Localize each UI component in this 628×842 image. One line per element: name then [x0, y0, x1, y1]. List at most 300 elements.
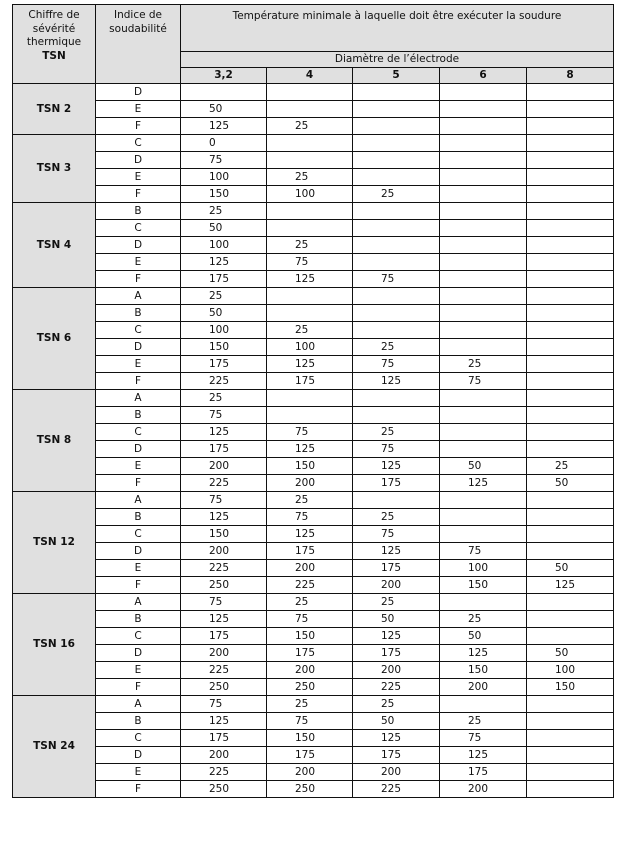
weldability-index: A — [96, 594, 181, 611]
temperature-cell — [527, 492, 614, 509]
temperature-cell: 200 — [267, 662, 353, 679]
temperature-cell — [527, 407, 614, 424]
temperature-cell: 25 — [181, 288, 267, 305]
weldability-index: B — [96, 305, 181, 322]
temperature-cell: 100 — [267, 186, 353, 203]
temperature-cell — [527, 203, 614, 220]
temperature-cell: 25 — [353, 424, 440, 441]
temperature-cell — [353, 220, 440, 237]
temperature-cell: 75 — [353, 271, 440, 288]
temperature-cell: 150 — [267, 458, 353, 475]
temperature-cell: 25 — [181, 203, 267, 220]
weldability-index: B — [96, 203, 181, 220]
temperature-cell — [440, 492, 527, 509]
header-diameter: 6 — [440, 68, 527, 84]
table-row — [13, 339, 614, 356]
temperature-cell — [527, 526, 614, 543]
temperature-cell: 100 — [181, 237, 267, 254]
weldability-index: E — [96, 458, 181, 475]
temperature-cell — [353, 288, 440, 305]
temperature-cell: 75 — [267, 611, 353, 628]
temperature-cell: 175 — [181, 356, 267, 373]
weldability-index: E — [96, 764, 181, 781]
weldability-index: C — [96, 526, 181, 543]
temperature-cell: 225 — [181, 475, 267, 492]
temperature-cell: 200 — [181, 747, 267, 764]
temperature-cell — [527, 509, 614, 526]
temperature-cell — [440, 390, 527, 407]
temperature-cell: 175 — [267, 373, 353, 390]
temperature-cell — [440, 696, 527, 713]
weldability-index: A — [96, 696, 181, 713]
table-row — [13, 203, 614, 220]
table-row — [13, 254, 614, 271]
temperature-cell: 150 — [181, 339, 267, 356]
temperature-cell: 200 — [267, 475, 353, 492]
header-index-cell — [96, 5, 181, 84]
weldability-index: F — [96, 475, 181, 492]
temperature-cell — [440, 594, 527, 611]
temperature-cell: 175 — [353, 747, 440, 764]
temperature-cell: 125 — [181, 118, 267, 135]
temperature-cell — [440, 407, 527, 424]
temperature-cell: 50 — [527, 475, 614, 492]
temperature-cell: 175 — [353, 560, 440, 577]
temperature-cell — [267, 84, 353, 101]
temperature-cell: 25 — [353, 339, 440, 356]
temperature-cell — [527, 322, 614, 339]
temperature-cell: 125 — [440, 645, 527, 662]
temperature-cell — [527, 713, 614, 730]
header-main-title: Température minimale à laquelle doit être exécuter la soudure — [181, 5, 614, 52]
temperature-cell: 175 — [181, 441, 267, 458]
table-row — [13, 764, 614, 781]
temperature-cell: 225 — [353, 781, 440, 798]
temperature-cell — [267, 152, 353, 169]
weldability-index: B — [96, 611, 181, 628]
weldability-index: B — [96, 407, 181, 424]
table-header — [13, 5, 614, 84]
temperature-cell: 150 — [527, 679, 614, 696]
welding-temperature-table — [12, 4, 614, 798]
temperature-cell: 200 — [267, 764, 353, 781]
temperature-cell: 50 — [181, 101, 267, 118]
weldability-index: A — [96, 288, 181, 305]
temperature-cell — [527, 424, 614, 441]
temperature-cell: 25 — [267, 322, 353, 339]
temperature-cell — [527, 373, 614, 390]
table-row — [13, 84, 614, 101]
temperature-cell: 200 — [353, 577, 440, 594]
temperature-cell: 100 — [181, 169, 267, 186]
table-row — [13, 390, 614, 407]
temperature-cell: 25 — [353, 594, 440, 611]
tsn-group-label: TSN 2 — [13, 84, 96, 135]
weldability-index: F — [96, 577, 181, 594]
tsn-group-label: TSN 4 — [13, 203, 96, 288]
temperature-cell — [527, 543, 614, 560]
tsn-group-label: TSN 8 — [13, 390, 96, 492]
temperature-cell — [440, 84, 527, 101]
temperature-cell: 100 — [181, 322, 267, 339]
table-row — [13, 237, 614, 254]
temperature-cell: 175 — [181, 628, 267, 645]
tsn-group-label: TSN 24 — [13, 696, 96, 798]
temperature-cell — [440, 271, 527, 288]
weldability-index: D — [96, 339, 181, 356]
weldability-index: C — [96, 730, 181, 747]
document-page — [12, 4, 614, 798]
weldability-index: D — [96, 152, 181, 169]
tsn-group-label: TSN 12 — [13, 492, 96, 594]
temperature-cell — [353, 135, 440, 152]
header-tsn-line: thermique — [26, 36, 82, 49]
temperature-cell: 0 — [181, 135, 267, 152]
table-row — [13, 560, 614, 577]
temperature-cell: 200 — [181, 543, 267, 560]
temperature-cell: 175 — [353, 645, 440, 662]
temperature-cell: 150 — [440, 662, 527, 679]
weldability-index: D — [96, 237, 181, 254]
table-row — [13, 441, 614, 458]
temperature-cell: 125 — [353, 373, 440, 390]
temperature-cell: 125 — [440, 475, 527, 492]
temperature-cell — [527, 764, 614, 781]
temperature-cell: 200 — [181, 645, 267, 662]
temperature-cell: 175 — [440, 764, 527, 781]
temperature-cell: 25 — [440, 611, 527, 628]
temperature-cell — [267, 288, 353, 305]
temperature-cell: 225 — [181, 662, 267, 679]
temperature-cell: 75 — [440, 543, 527, 560]
temperature-cell: 175 — [353, 475, 440, 492]
temperature-cell: 25 — [267, 696, 353, 713]
table-row — [13, 747, 614, 764]
temperature-cell — [527, 254, 614, 271]
weldability-index: D — [96, 645, 181, 662]
temperature-cell — [440, 220, 527, 237]
table-row — [13, 577, 614, 594]
weldability-index: F — [96, 781, 181, 798]
temperature-cell: 125 — [181, 254, 267, 271]
table-row — [13, 543, 614, 560]
temperature-cell: 175 — [181, 271, 267, 288]
temperature-cell: 25 — [353, 696, 440, 713]
weldability-index: F — [96, 271, 181, 288]
temperature-cell: 50 — [440, 458, 527, 475]
temperature-cell: 125 — [353, 628, 440, 645]
temperature-cell: 50 — [181, 305, 267, 322]
temperature-cell — [353, 254, 440, 271]
temperature-cell: 125 — [181, 713, 267, 730]
temperature-cell: 25 — [267, 594, 353, 611]
temperature-cell: 25 — [353, 509, 440, 526]
table-row — [13, 696, 614, 713]
weldability-index: C — [96, 628, 181, 645]
weldability-index: F — [96, 679, 181, 696]
temperature-cell: 75 — [267, 713, 353, 730]
temperature-cell: 75 — [353, 526, 440, 543]
temperature-cell: 125 — [353, 458, 440, 475]
temperature-cell: 75 — [181, 696, 267, 713]
table-row — [13, 526, 614, 543]
temperature-cell: 75 — [267, 509, 353, 526]
temperature-cell: 250 — [181, 679, 267, 696]
weldability-index: D — [96, 441, 181, 458]
table-row — [13, 169, 614, 186]
temperature-cell — [527, 339, 614, 356]
temperature-cell — [267, 390, 353, 407]
temperature-cell — [267, 203, 353, 220]
temperature-cell: 25 — [267, 118, 353, 135]
table-body — [13, 84, 614, 798]
temperature-cell: 125 — [267, 526, 353, 543]
temperature-cell: 175 — [267, 543, 353, 560]
temperature-cell — [527, 152, 614, 169]
temperature-cell — [353, 407, 440, 424]
header-diameter: 4 — [267, 68, 353, 84]
temperature-cell — [353, 84, 440, 101]
temperature-cell — [440, 441, 527, 458]
temperature-cell: 150 — [267, 730, 353, 747]
weldability-index: C — [96, 135, 181, 152]
temperature-cell: 225 — [181, 373, 267, 390]
temperature-cell: 25 — [440, 713, 527, 730]
temperature-cell: 75 — [353, 441, 440, 458]
temperature-cell: 225 — [267, 577, 353, 594]
weldability-index: E — [96, 254, 181, 271]
temperature-cell: 75 — [440, 373, 527, 390]
temperature-cell: 200 — [440, 679, 527, 696]
temperature-cell: 75 — [181, 492, 267, 509]
temperature-cell — [353, 322, 440, 339]
temperature-cell: 150 — [181, 526, 267, 543]
temperature-cell: 75 — [181, 407, 267, 424]
temperature-cell: 125 — [353, 730, 440, 747]
temperature-cell — [440, 118, 527, 135]
weldability-index: C — [96, 322, 181, 339]
table-row — [13, 322, 614, 339]
header-tsn-line: sévérité — [32, 22, 76, 35]
temperature-cell: 100 — [527, 662, 614, 679]
temperature-cell: 200 — [181, 458, 267, 475]
temperature-cell: 25 — [267, 169, 353, 186]
temperature-cell: 25 — [353, 186, 440, 203]
temperature-cell: 125 — [181, 509, 267, 526]
weldability-index: D — [96, 543, 181, 560]
temperature-cell: 125 — [181, 424, 267, 441]
table-row — [13, 152, 614, 169]
header-diameter: 8 — [527, 68, 614, 84]
weldability-index: A — [96, 492, 181, 509]
table-row — [13, 645, 614, 662]
temperature-cell — [527, 730, 614, 747]
temperature-cell: 125 — [267, 271, 353, 288]
temperature-cell: 150 — [181, 186, 267, 203]
weldability-index: D — [96, 747, 181, 764]
temperature-cell — [440, 101, 527, 118]
temperature-cell — [353, 152, 440, 169]
temperature-cell: 75 — [181, 152, 267, 169]
table-row — [13, 288, 614, 305]
temperature-cell: 175 — [267, 645, 353, 662]
temperature-cell: 50 — [527, 645, 614, 662]
temperature-cell — [527, 237, 614, 254]
table-row — [13, 492, 614, 509]
temperature-cell: 200 — [353, 662, 440, 679]
temperature-cell: 175 — [267, 747, 353, 764]
table-row — [13, 509, 614, 526]
table-row — [13, 135, 614, 152]
temperature-cell: 175 — [181, 730, 267, 747]
temperature-cell: 250 — [181, 577, 267, 594]
temperature-cell — [527, 628, 614, 645]
temperature-cell — [353, 118, 440, 135]
temperature-cell — [527, 169, 614, 186]
temperature-cell: 250 — [267, 781, 353, 798]
weldability-index: C — [96, 424, 181, 441]
temperature-cell — [527, 356, 614, 373]
temperature-cell — [527, 118, 614, 135]
temperature-cell: 225 — [353, 679, 440, 696]
temperature-cell: 25 — [440, 356, 527, 373]
temperature-cell: 200 — [267, 560, 353, 577]
header-diameter: 5 — [353, 68, 440, 84]
temperature-cell — [440, 135, 527, 152]
weldability-index: E — [96, 560, 181, 577]
temperature-cell — [527, 186, 614, 203]
temperature-cell — [181, 84, 267, 101]
temperature-cell: 250 — [267, 679, 353, 696]
table-row — [13, 424, 614, 441]
temperature-cell: 75 — [181, 594, 267, 611]
table-row — [13, 458, 614, 475]
table-row — [13, 373, 614, 390]
temperature-cell: 125 — [267, 441, 353, 458]
tsn-group-label: TSN 3 — [13, 135, 96, 203]
temperature-cell — [267, 407, 353, 424]
temperature-cell: 50 — [181, 220, 267, 237]
temperature-cell: 75 — [353, 356, 440, 373]
header-diameter: 3,2 — [181, 68, 267, 84]
table-row — [13, 305, 614, 322]
header-index-line: soudabilité — [109, 22, 167, 35]
temperature-cell — [440, 288, 527, 305]
temperature-cell: 25 — [267, 492, 353, 509]
table-row — [13, 713, 614, 730]
temperature-cell: 125 — [181, 611, 267, 628]
temperature-cell — [440, 509, 527, 526]
weldability-index: D — [96, 84, 181, 101]
temperature-cell — [440, 203, 527, 220]
weldability-index: E — [96, 169, 181, 186]
table-row — [13, 628, 614, 645]
temperature-cell: 75 — [440, 730, 527, 747]
table-row — [13, 475, 614, 492]
temperature-cell: 50 — [440, 628, 527, 645]
table-row — [13, 781, 614, 798]
temperature-cell: 50 — [353, 611, 440, 628]
temperature-cell: 125 — [440, 747, 527, 764]
table-row — [13, 594, 614, 611]
temperature-cell: 150 — [267, 628, 353, 645]
table-row — [13, 186, 614, 203]
temperature-cell — [440, 339, 527, 356]
temperature-cell: 100 — [267, 339, 353, 356]
temperature-cell — [527, 611, 614, 628]
tsn-group-label: TSN 6 — [13, 288, 96, 390]
temperature-cell: 50 — [353, 713, 440, 730]
temperature-cell — [267, 135, 353, 152]
weldability-index: F — [96, 186, 181, 203]
table-row — [13, 679, 614, 696]
temperature-cell — [527, 135, 614, 152]
temperature-cell — [527, 84, 614, 101]
temperature-cell — [527, 101, 614, 118]
temperature-cell — [353, 101, 440, 118]
weldability-index: C — [96, 220, 181, 237]
temperature-cell: 250 — [181, 781, 267, 798]
temperature-cell — [267, 101, 353, 118]
temperature-cell: 150 — [440, 577, 527, 594]
temperature-cell — [353, 390, 440, 407]
temperature-cell — [440, 424, 527, 441]
table-row — [13, 611, 614, 628]
table-row — [13, 101, 614, 118]
temperature-cell — [527, 594, 614, 611]
header-tsn-line: TSN — [42, 49, 66, 62]
temperature-cell — [527, 781, 614, 798]
temperature-cell: 125 — [267, 356, 353, 373]
temperature-cell: 225 — [181, 560, 267, 577]
temperature-cell: 50 — [527, 560, 614, 577]
tsn-group-label: TSN 16 — [13, 594, 96, 696]
temperature-cell — [353, 203, 440, 220]
table-row — [13, 407, 614, 424]
temperature-cell — [353, 305, 440, 322]
temperature-cell — [527, 220, 614, 237]
header-sub-title: Diamètre de l’électrode — [181, 52, 614, 68]
table-row — [13, 730, 614, 747]
weldability-index: B — [96, 509, 181, 526]
header-index-line: Indice de — [113, 9, 163, 21]
temperature-cell — [527, 390, 614, 407]
temperature-cell — [440, 526, 527, 543]
temperature-cell: 75 — [267, 424, 353, 441]
temperature-cell — [440, 169, 527, 186]
temperature-cell — [527, 288, 614, 305]
temperature-cell — [440, 254, 527, 271]
temperature-cell: 125 — [353, 543, 440, 560]
temperature-cell — [267, 305, 353, 322]
temperature-cell — [440, 186, 527, 203]
weldability-index: A — [96, 390, 181, 407]
temperature-cell — [353, 169, 440, 186]
weldability-index: F — [96, 118, 181, 135]
temperature-cell: 125 — [527, 577, 614, 594]
weldability-index: E — [96, 101, 181, 118]
temperature-cell: 25 — [181, 390, 267, 407]
temperature-cell — [440, 305, 527, 322]
temperature-cell: 200 — [440, 781, 527, 798]
table-row — [13, 662, 614, 679]
weldability-index: E — [96, 356, 181, 373]
temperature-cell: 25 — [527, 458, 614, 475]
temperature-cell — [527, 441, 614, 458]
temperature-cell — [353, 237, 440, 254]
temperature-cell — [267, 220, 353, 237]
table-row — [13, 356, 614, 373]
